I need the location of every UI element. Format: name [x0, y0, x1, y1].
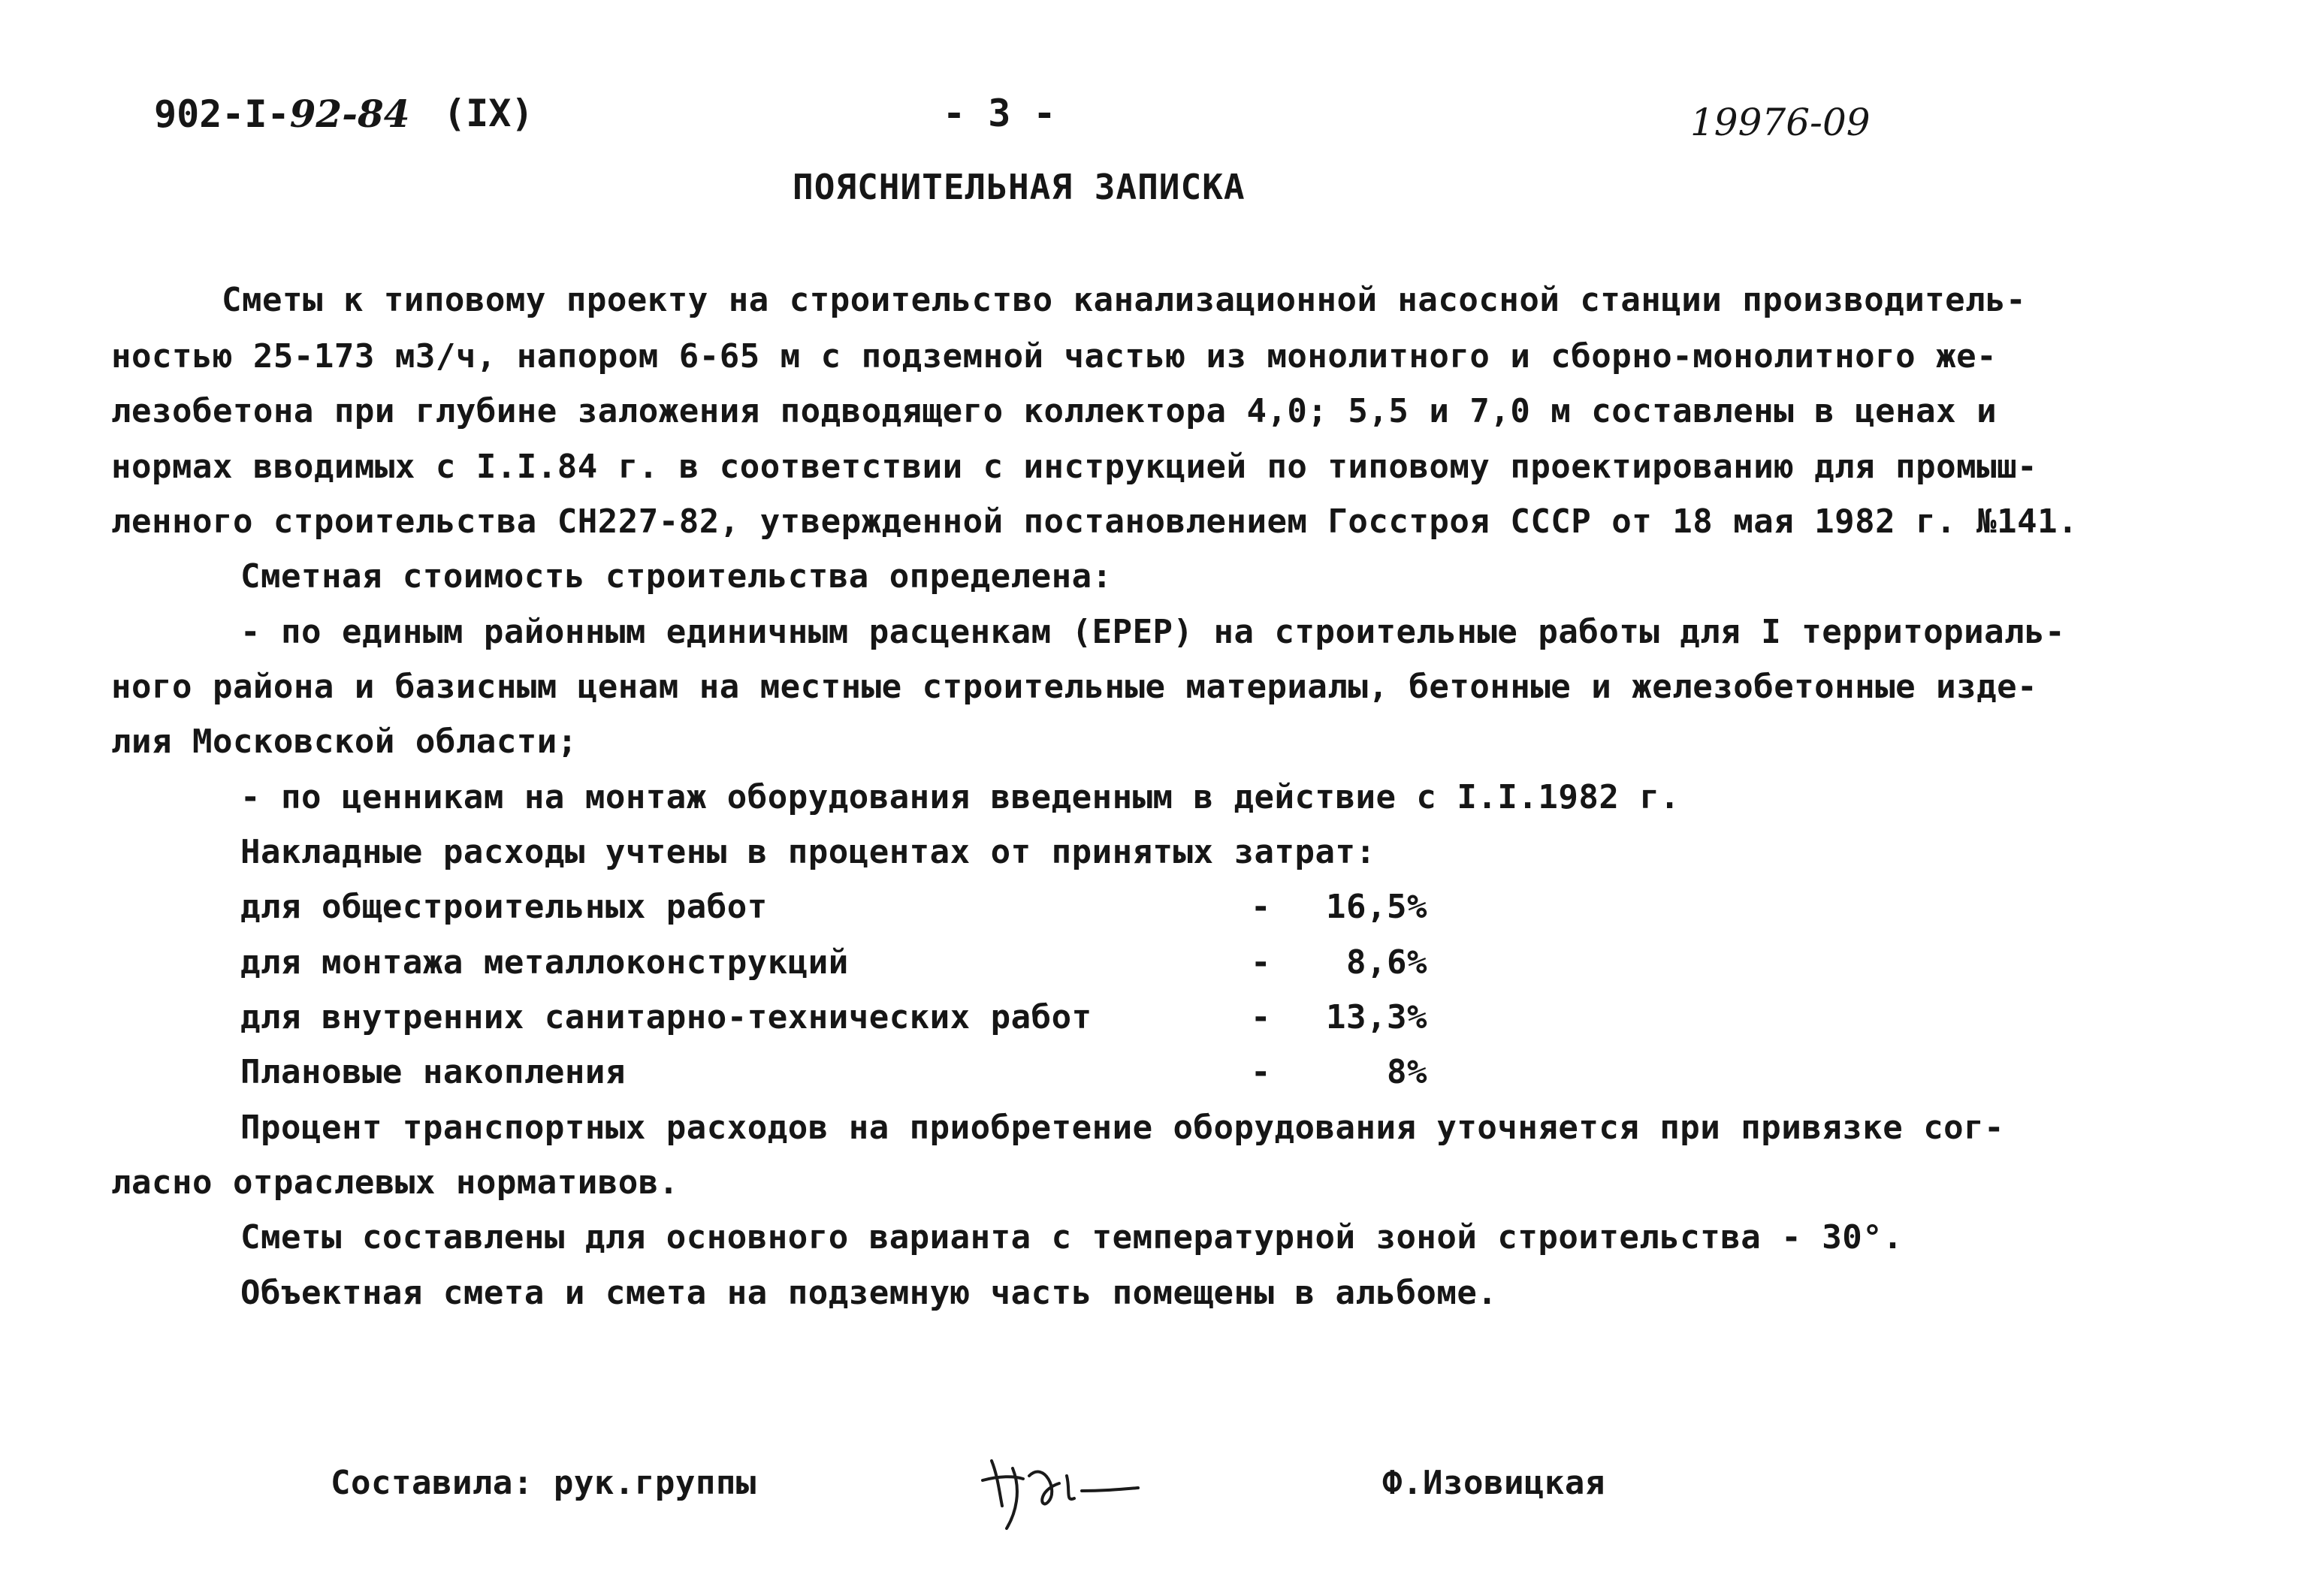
body-line: ного района и базисным ценам на местные строительные материалы, бетонные и железобетонные изде-: [111, 668, 2038, 706]
overhead-value: 8%: [1387, 1053, 1427, 1091]
body-line: Объектная смета и смета на подземную часть помещены в альбоме.: [240, 1274, 1498, 1312]
doc-code: [154, 92, 410, 136]
overhead-label: для монтажа металлоконструкций: [240, 943, 849, 982]
body-line: - по ценникам на монтаж оборудования введенным в действие с I.I.1982 г.: [240, 778, 1680, 816]
signature-label: Составила: рук.группы: [331, 1464, 756, 1502]
body-line: ласно отраслевых нормативов.: [111, 1163, 679, 1202]
doc-part: (IX): [443, 92, 534, 135]
overhead-value: 16,5%: [1326, 888, 1427, 926]
overhead-dash: -: [1251, 943, 1271, 982]
page-number: - 3 -: [943, 92, 1056, 135]
body-line: ностью 25-173 м3/ч, напором 6-65 м с подземной частью из монолитного и сборно-монолитного же-: [111, 337, 1997, 376]
body-line: Сметы к типовому проекту на строительство канализационной насосной станции производитель-: [222, 281, 2027, 319]
body-line: - по единым районным единичным расценкам (ЕРЕР) на строительные работы для I территориаль-: [240, 613, 2066, 651]
overhead-value: 8,6%: [1346, 943, 1427, 982]
signatory-name: Ф.Изовицкая: [1382, 1464, 1605, 1502]
handwritten-signature: [977, 1446, 1149, 1536]
body-line: Процент транспортных расходов на приобретение оборудования уточняется при привязке сог-: [240, 1109, 2005, 1147]
overhead-value: 13,3%: [1326, 998, 1427, 1036]
body-line: ленного строительства СН227-82, утвержденной постановлением Госстроя СССР от 18 мая 1982 г. №141.: [111, 502, 2079, 541]
body-line: Сметы составлены для основного варианта с температурной зоной строительства - 30°.: [240, 1218, 1904, 1257]
overhead-label: для внутренних санитарно-технических работ: [240, 998, 1092, 1036]
body-line: лия Московской области;: [111, 723, 578, 761]
body-line: нормах вводимых с I.I.84 г. в соответствии с инструкцией по типовому проектированию для промыш-: [111, 448, 2038, 486]
page-title: ПОЯСНИТЕЛЬНАЯ ЗАПИСКА: [793, 167, 1246, 207]
body-line: Сметная стоимость строительства определена:: [240, 557, 1113, 596]
overhead-dash: -: [1251, 998, 1271, 1036]
doc-code-printed: 902-I-: [154, 92, 290, 136]
overhead-label: для общестроительных работ: [240, 888, 768, 926]
body-line: лезобетона при глубине заложения подводящего коллектора 4,0; 5,5 и 7,0 м составлены в ценах и: [111, 392, 1997, 430]
overhead-dash: -: [1251, 1053, 1271, 1091]
overhead-dash: -: [1251, 888, 1271, 926]
doc-code-handwritten: 92-84: [289, 92, 410, 136]
body-line: Накладные расходы учтены в процентах от принятых затрат:: [240, 833, 1376, 871]
overhead-label: Плановые накопления: [240, 1053, 626, 1091]
archive-number: 19976-09: [1690, 101, 1871, 144]
